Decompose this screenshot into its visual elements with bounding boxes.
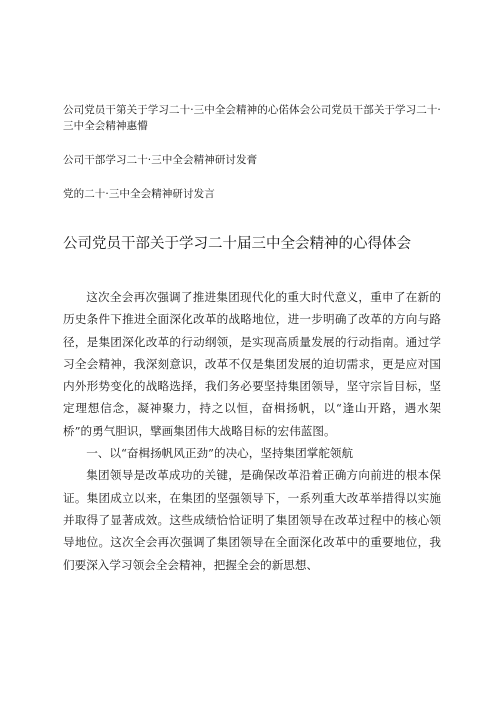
section-heading: 一、以“奋楫扬帆风正劲”的决心，坚持集团掌舵领航 <box>86 446 354 461</box>
table-of-contents <box>63 102 443 220</box>
toc-item-3[interactable]: 党的二十·三中全会精神研讨发言 <box>63 188 215 200</box>
toc-item-2[interactable]: 公司干部学习二十·三中全会精神研讨发膏 <box>63 154 258 166</box>
toc-item-1[interactable]: 公司党员干第关于学习二十·三中全会精神的心偌体会公司党员干部关于学习二十·三中全会精神惠懵 <box>63 104 441 132</box>
section-paragraph: 集团领导是改革成功的关键，是确保改革沿着正确方向前进的根本保证。集团成立以来，在集团的坚强领导下，一系列重大改革举措得以实施并取得了显著成效。这些成绩恰恰证明了集团领导在改革过程中的核心领导地位。这次全会再次强调了集团领导在全面深化改革中的重要地位，我们要深入学习领会全会精神，把握全会的新思想、 <box>63 468 441 572</box>
document-title: 公司党员干部关于学习二十届三中全会精神的心得体会 <box>63 236 411 252</box>
intro-paragraph: 这次全会再次强调了推进集团现代化的重大时代意义，重申了在新的历史条件下推进全面深化改革的战略地位，进一步明确了改革的方向与路径，是集团深化改革的行动纲领，是实现高质量发展的行动指南。通过学习全会精神，我深刻意识，改革不仅是集团发展的迫切需求，更是应对国内外形势变化的战略选择，我们务必要坚持集团领导，坚守宗旨目标，坚定理想信念，凝神聚力，持之以恒，奋楫扬帆，以“逢山开路，遇水架桥”的勇气胆识，擘画集团伟大战略目标的宏伟蓝图。 <box>63 290 441 438</box>
document-body <box>63 286 441 576</box>
